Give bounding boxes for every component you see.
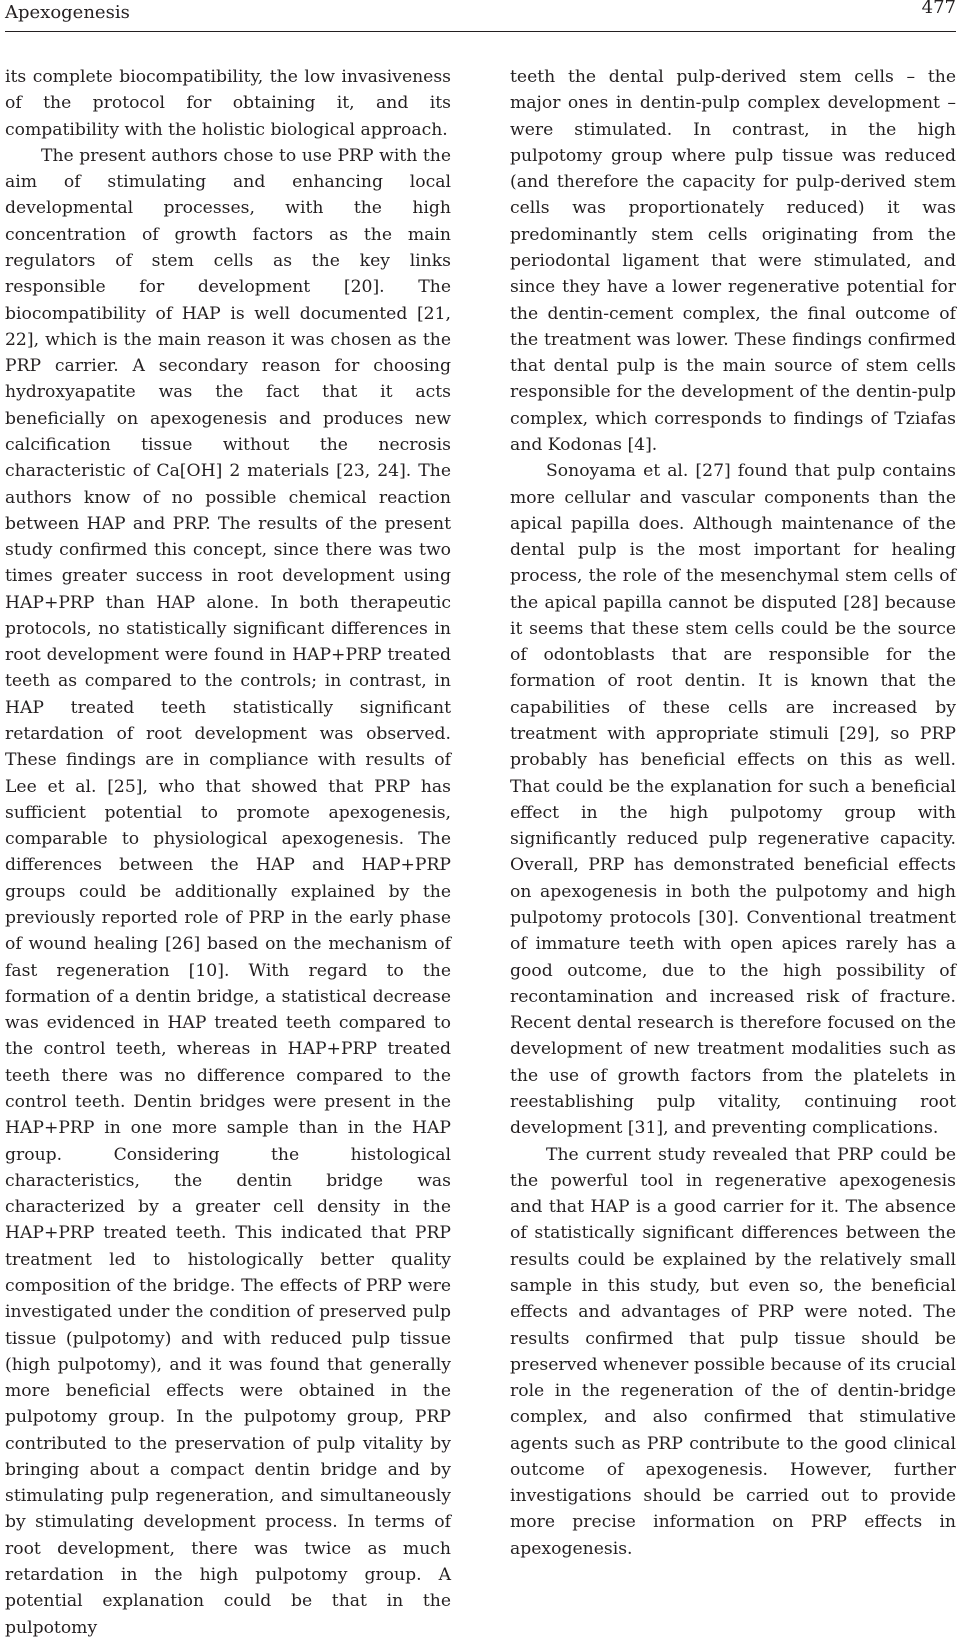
paragraph: The current study revealed that PRP could be the powerful tool in regenerative apexogenesis and that HAP is a good carrier for it. The absence of statistically significant differences between the results could be explained by the relatively small sample in this study, but even so, the beneficial effects and advantages of PRP were noted. The results confirmed that pulp tissue should be preserved whenever possible because of its crucial role in the regeneration of the of dentin-bridge complex, and also confirmed that stimulative agents such as PRP contribute to the good clinical outcome of apexogenesis. However, further investigations should be carried out to provide more precise information on PRP effects in apexogenesis. [510,1144,956,1559]
paragraph: The present authors chose to use PRP with the aim of stimulating and enhancing local developmental processes, with the high concentration of growth factors as the main regulators of stem cells as the key links responsible for development [20]. The biocompatibility of HAP is well documented [21, 22], which is the main reason it was chosen as the PRP carrier. A secondary reason for choosing hydroxyapatite was the fact that it acts beneficially on apexogenesis and produces new calcification tissue without the necrosis characteristic of Ca[OH] 2 materials [23, 24]. The authors know of no possible chemical reaction between HAP and PRP. The results of the present study confirmed this concept, since there was two times greater success in root development using HAP+PRP than HAP alone. In both therapeutic protocols, no statistically significant differences in root development were found in HAP+PRP treated teeth as compared to the controls; in contrast, in HAP treated teeth statistically significant retardation of root development was observed. These findings are in compliance with results of Lee et al. [25], who that showed that PRP has sufficient potential to promote apexogenesis, comparable to physiological apexogenesis. The differences between the HAP and HAP+PRP groups could be additionally explained by the previously reported role of PRP in the early phase of wound healing [26] based on the mechanism of fast regeneration [10]. With regard to the formation of a dentin bridge, a statistical decrease was evidenced in HAP treated teeth compared to the control teeth, whereas in HAP+PRP treated teeth there was no difference compared to the control teeth. Dentin bridges were present in the HAP+PRP in one more sample than in the HAP group. Considering the histological characteristics, the dentin bridge was characterized by a greater cell density in the HAP+PRP treated teeth. This indicated that PRP treatment led to histologically better quality composition of the bridge. The effects of PRP were investigated under the condition of preserved pulp tissue (pulpotomy) and with reduced pulp tissue (high pulpotomy), and it was found that generally more beneficial effects were obtained in the pulpotomy group. In the pulpotomy group, PRP contributed to the preservation of pulp vitality by bringing about a compact dentin bridge and by stimulating pulp regeneration, and simultaneously by stimulating development process. In terms of root development, there was twice as much retardation in the high pulpotomy group. A potential explanation could be that in the pulpotomy [5,145,451,1638]
paragraph: teeth the dental pulp-derived stem cells – the major ones in dentin-pulp complex development – were stimulated. In contrast, in the high pulpotomy group where pulp tissue was reduced (and therefore the capacity for pulp-derived stem cells was proportionately reduced) it was predominantly stem cells originating from the periodontal ligament that were stimulated, and since they have a lower regenerative potential for the dentin-cement complex, the final outcome of the treatment was lower. These findings confirmed that dental pulp is the main source of stem cells responsible for the development of the dentin-pulp complex, which corresponds to findings of Tziafas and Kodonas [4]. [510,67,956,455]
left-column [5,64,451,1641]
paragraph: its complete biocompatibility, the low invasiveness of the protocol for obtaining it, and its compatibility with the holistic biological approach. [5,67,451,140]
paragraph: Sonoyama et al. [27] found that pulp contains more cellular and vascular components than the apical papilla does. Although maintenance of the dental pulp is the most important for healing process, the role of the mesenchymal stem cells of the apical papilla cannot be disputed [28] because it seems that these stem cells could be the source of odontoblasts that are responsible for the formation of root dentin. It is known that the capabilities of these cells are increased by treatment with appropriate stimuli [29], so PRP probably has beneficial effects on this as well. That could be the explanation for such a beneficial effect in the high pulpotomy group with significantly reduced pulp regenerative capacity. Overall, PRP has demonstrated beneficial effects on apexogenesis in both the pulpotomy and high pulpotomy protocols [30]. Conventional treatment of immature teeth with open apices rarely has a good outcome, due to the high possibility of recontamination and increased risk of fracture. Recent dental research is therefore focused on the development of new treatment modalities such as the use of growth factors from the platelets in reestablishing pulp vitality, continuing root development [31], and preventing complications. [510,461,956,1139]
running-title: Apexogenesis [5,2,130,23]
right-column [510,64,956,1562]
header-rule [5,31,956,32]
running-head [5,0,956,30]
page-number: 477 [921,0,956,18]
